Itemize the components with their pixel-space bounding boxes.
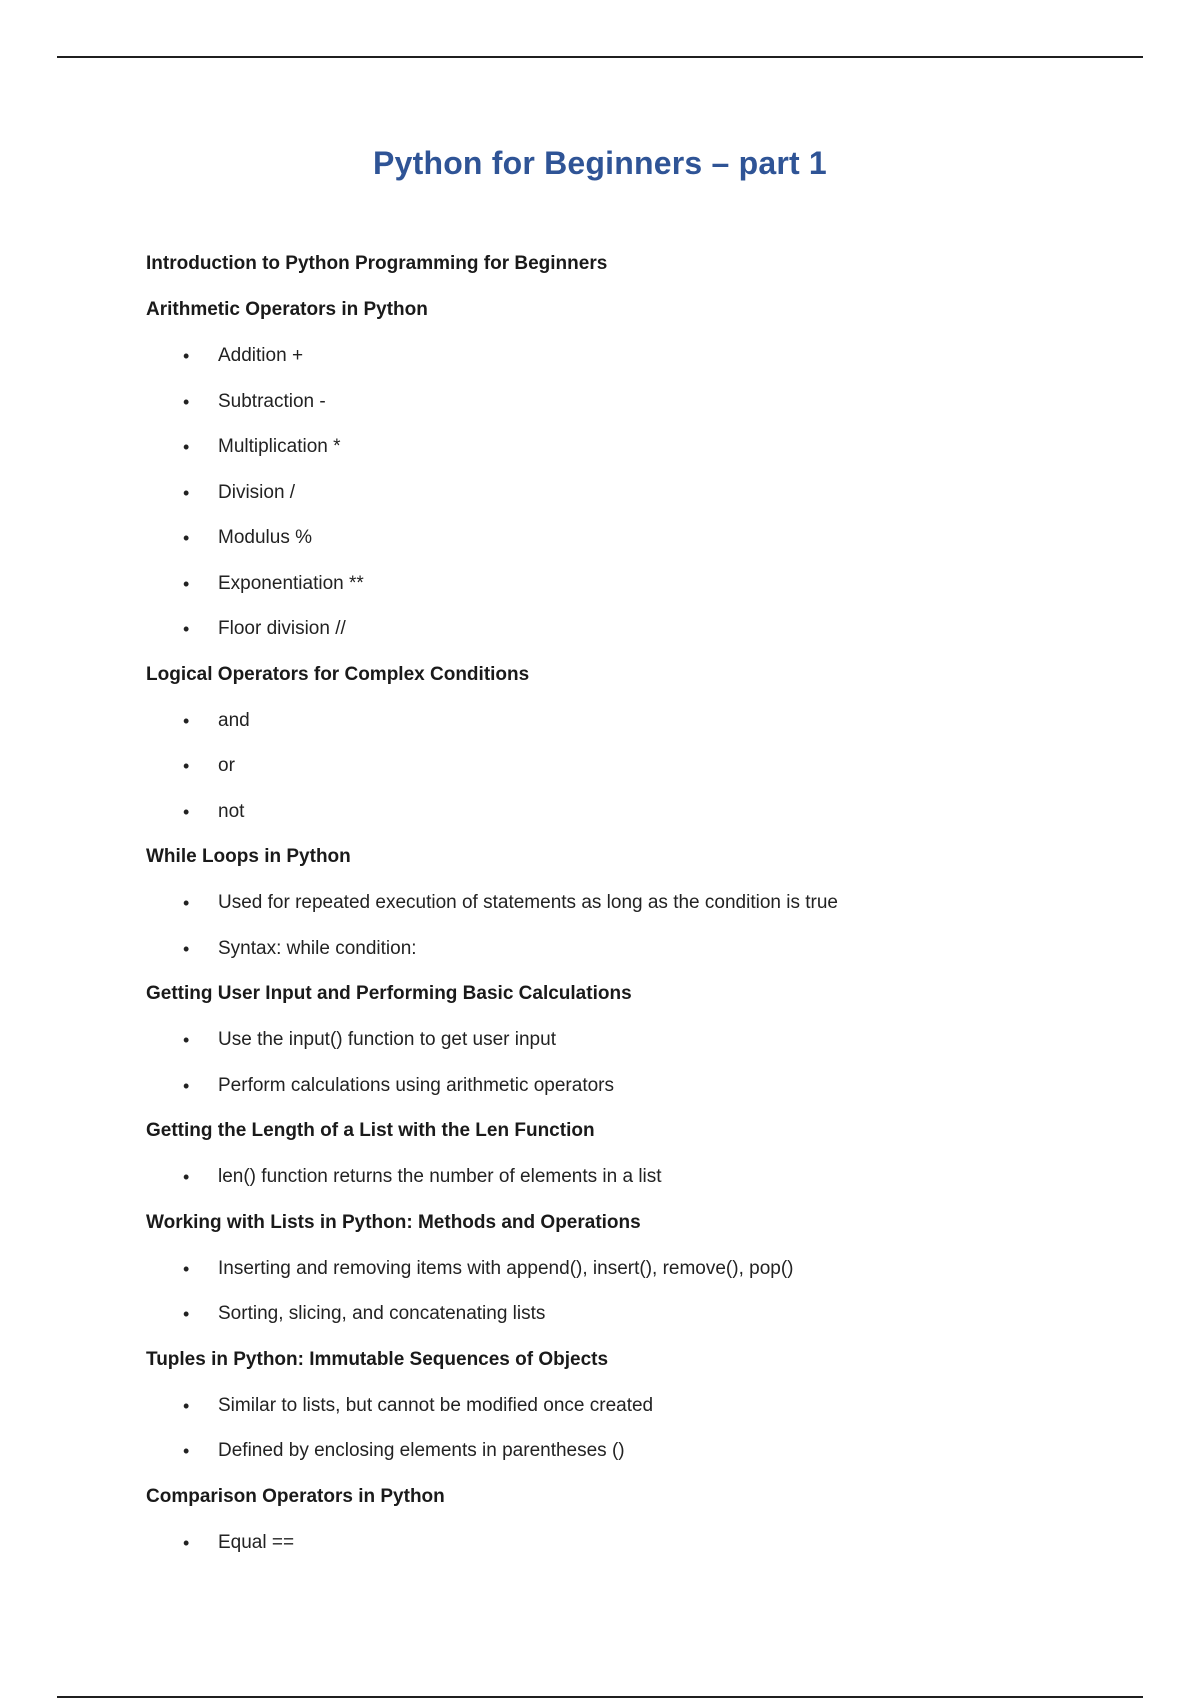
section — [146, 1212, 1126, 1349]
document-title: Python for Beginners – part 1 — [373, 145, 827, 181]
list-item: • Defined by enclosing elements in parentheses () — [183, 1440, 625, 1461]
section — [146, 1486, 1126, 1578]
list-item: • and — [183, 709, 250, 731]
top-rule — [57, 56, 1143, 58]
list-item: • Modulus % — [183, 527, 312, 548]
list-item: • Used for repeated execution of statements as long as the condition is true — [183, 892, 838, 913]
bullet-list — [146, 710, 1126, 847]
bullet-icon: • — [183, 1441, 190, 1461]
bullet-icon: • — [183, 756, 190, 776]
section-heading: Comparison Operators in Python — [146, 1485, 445, 1507]
bullet-list — [146, 1166, 1126, 1212]
bullet-icon: • — [183, 801, 190, 822]
list-item: • Syntax: while condition: — [183, 937, 417, 959]
bullet-list — [146, 892, 1126, 983]
list-item: • Perform calculations using arithmetic operators — [183, 1074, 615, 1096]
section-heading: Getting User Input and Performing Basic Calculations — [146, 983, 632, 1004]
list-item: • Equal == — [183, 1531, 295, 1553]
bullet-icon: • — [183, 573, 190, 594]
list-item: • len() function returns the number of elements in a list — [183, 1166, 662, 1187]
list-item: • Similar to lists, but cannot be modified once created — [183, 1394, 654, 1416]
bullet-icon: • — [183, 1532, 190, 1553]
bullet-icon: • — [183, 893, 190, 913]
section-heading: Working with Lists in Python: Methods and Operations — [146, 1211, 641, 1233]
section — [146, 1349, 1126, 1486]
list-item: • not — [183, 800, 245, 822]
bullet-list — [146, 345, 1126, 664]
list-item: • Division / — [183, 481, 296, 503]
document-body — [146, 253, 1126, 1577]
bullet-icon: • — [183, 938, 190, 959]
bullet-icon: • — [183, 1395, 190, 1416]
bullet-icon: • — [183, 619, 190, 639]
bullet-icon: • — [183, 346, 190, 366]
list-item: • Sorting, slicing, and concatenating lists — [183, 1303, 546, 1324]
bullet-list — [146, 1258, 1126, 1349]
section-heading: Introduction to Python Programming for Beginners — [146, 253, 608, 274]
bullet-icon: • — [183, 1167, 190, 1187]
bullet-list — [146, 1395, 1126, 1486]
bullet-list — [146, 1532, 1126, 1578]
section-heading: Logical Operators for Complex Conditions — [146, 663, 530, 685]
list-item: • Inserting and removing items with append(), insert(), remove(), pop() — [183, 1257, 794, 1279]
bullet-icon: • — [183, 482, 190, 503]
bullet-icon: • — [183, 1258, 190, 1279]
list-item: • Subtraction - — [183, 390, 326, 412]
list-item: • or — [183, 755, 235, 776]
bullet-icon: • — [183, 1304, 190, 1324]
bullet-icon: • — [183, 710, 190, 731]
list-item: • Floor division // — [183, 618, 346, 639]
section — [146, 299, 1126, 664]
section-heading: Arithmetic Operators in Python — [146, 299, 428, 320]
section-heading: Tuples in Python: Immutable Sequences of Objects — [146, 1348, 609, 1370]
section-heading: Getting the Length of a List with the Len Function — [146, 1120, 595, 1141]
section — [146, 253, 1126, 299]
list-item: • Use the input() function to get user input — [183, 1029, 556, 1050]
section — [146, 664, 1126, 847]
bullet-icon: • — [183, 391, 190, 412]
section — [146, 983, 1126, 1120]
bullet-list — [146, 1029, 1126, 1120]
section — [146, 1120, 1126, 1212]
section-heading: While Loops in Python — [146, 846, 351, 867]
bullet-icon: • — [183, 437, 190, 457]
list-item: • Addition + — [183, 345, 304, 366]
list-item: • Multiplication * — [183, 436, 341, 457]
bullet-icon: • — [183, 528, 190, 548]
list-item: • Exponentiation ** — [183, 572, 364, 594]
bullet-icon: • — [183, 1030, 190, 1050]
bottom-rule — [57, 1696, 1143, 1698]
bullet-icon: • — [183, 1075, 190, 1096]
section — [146, 846, 1126, 983]
